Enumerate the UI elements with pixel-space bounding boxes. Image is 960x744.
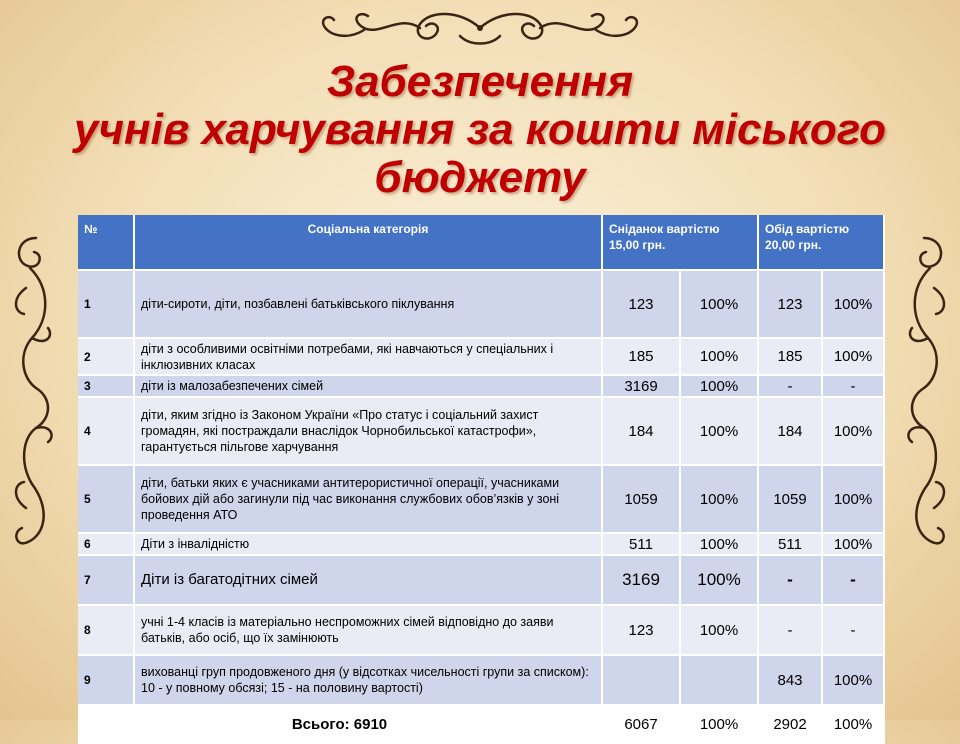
table-row (78, 465, 884, 533)
lunch-percent: 100% (822, 338, 884, 375)
breakfast-percent: 100% (680, 397, 758, 465)
total-lunch-percent: 100% (822, 705, 884, 743)
right-ornament-icon (896, 228, 954, 558)
row-number: 3 (78, 375, 134, 397)
breakfast-percent: 100% (680, 375, 758, 397)
header-breakfast: Сніданок вартістю 15,00 грн. (602, 215, 758, 270)
table-row (78, 270, 884, 338)
breakfast-count: 511 (602, 533, 680, 555)
lunch-count: - (758, 375, 822, 397)
row-number: 4 (78, 397, 134, 465)
row-number: 7 (78, 555, 134, 605)
lunch-percent: 100% (822, 533, 884, 555)
breakfast-percent: 100% (680, 555, 758, 605)
table-row (78, 338, 884, 375)
table-row (78, 397, 884, 465)
breakfast-count: 3169 (602, 375, 680, 397)
nutrition-table (78, 215, 885, 744)
lunch-count: - (758, 555, 822, 605)
lunch-count: - (758, 605, 822, 655)
breakfast-count: 184 (602, 397, 680, 465)
breakfast-percent: 100% (680, 533, 758, 555)
row-category: діти-сироти, діти, позбавлені батьківського піклування (134, 270, 602, 338)
breakfast-count: 185 (602, 338, 680, 375)
table-row (78, 555, 884, 605)
lunch-count: 843 (758, 655, 822, 705)
breakfast-percent: 100% (680, 270, 758, 338)
lunch-count: 511 (758, 533, 822, 555)
breakfast-count: 123 (602, 270, 680, 338)
breakfast-percent: 100% (680, 338, 758, 375)
row-number: 6 (78, 533, 134, 555)
row-category: Діти із багатодітних сімей (134, 555, 602, 605)
lunch-count: 184 (758, 397, 822, 465)
row-category: діти, батьки яких є учасниками антитерористичної операції, учасниками бойових дій або загинули під час виконання службових обов’язків у зоні проведення АТО (134, 465, 602, 533)
breakfast-count: 123 (602, 605, 680, 655)
lunch-percent: 100% (822, 465, 884, 533)
breakfast-percent: 100% (680, 465, 758, 533)
lunch-count: 1059 (758, 465, 822, 533)
row-number: 2 (78, 338, 134, 375)
header-category: Соціальна категорія (134, 215, 602, 270)
header-lunch: Обід вартістю 20,00 грн. (758, 215, 884, 270)
row-category: діти із малозабезпечених сімей (134, 375, 602, 397)
lunch-percent: 100% (822, 270, 884, 338)
lunch-percent: - (822, 375, 884, 397)
row-category: Діти з інвалідністю (134, 533, 602, 555)
row-category: вихованці груп продовженого дня (у відсотках чисельності групи за списком): 10 - у повному обсязі; 15 - на половину вартості) (134, 655, 602, 705)
breakfast-count: 1059 (602, 465, 680, 533)
lunch-percent: - (822, 605, 884, 655)
left-ornament-icon (6, 228, 64, 558)
lunch-count: 185 (758, 338, 822, 375)
row-number: 8 (78, 605, 134, 655)
total-lunch-count: 2902 (758, 705, 822, 743)
breakfast-percent (680, 655, 758, 705)
lunch-percent: - (822, 555, 884, 605)
top-ornament-icon (310, 6, 650, 50)
page-title (0, 58, 960, 202)
total-row (78, 705, 884, 743)
header-num: № (78, 215, 134, 270)
title-line-3: бюджету (374, 153, 586, 202)
row-category: діти з особливими освітніми потребами, які навчаються у спеціальних і інклюзивних класах (134, 338, 602, 375)
breakfast-percent: 100% (680, 605, 758, 655)
table-row (78, 375, 884, 397)
breakfast-count (602, 655, 680, 705)
breakfast-count: 3169 (602, 555, 680, 605)
title-line-2: учнів харчування за кошти міського (73, 105, 887, 154)
table-header-row (78, 215, 884, 270)
table-row (78, 605, 884, 655)
table-row (78, 655, 884, 705)
row-number: 1 (78, 270, 134, 338)
row-number: 5 (78, 465, 134, 533)
lunch-percent: 100% (822, 655, 884, 705)
lunch-count: 123 (758, 270, 822, 338)
row-category: діти, яким згідно із Законом України «Про статус і соціальний захист громадян, які постраждали внаслідок Чорнобильської катастрофи», гарантується пільгове харчування (134, 397, 602, 465)
total-label: Всього: 6910 (78, 705, 602, 743)
total-breakfast-count: 6067 (602, 705, 680, 743)
total-breakfast-percent: 100% (680, 705, 758, 743)
table-row (78, 533, 884, 555)
row-category: учні 1-4 класів із матеріально неспроможних сімей відповідно до заяви батьків, або осіб, що їх замінюють (134, 605, 602, 655)
lunch-percent: 100% (822, 397, 884, 465)
row-number: 9 (78, 655, 134, 705)
title-line-1: Забезпечення (326, 57, 634, 106)
